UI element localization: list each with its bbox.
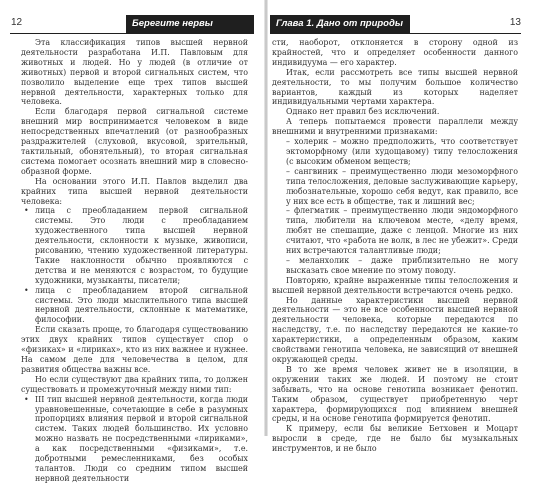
bullet-text: лица с преобладанием второй сигнальной системы. Это люди мыслительного типа высшей нервной деятельности, склонные к математике, философии. <box>35 285 248 325</box>
bullet-marker: • <box>24 394 29 404</box>
bullet-marker: • <box>24 206 29 216</box>
paragraph: сти, наоборот, отклоняется в сторону одной из крайностей, что и определяет особенности данного индивидуума — его характер. <box>272 38 518 67</box>
paragraph: Итак, если рассмотреть все типы высшей нервной деятельности, то мы получим большое количество вариантов, каждый из которых наделяет индивидуальными чертами характера. <box>272 67 518 107</box>
paragraph: Если благодаря первой сигнальной системе внешний мир воспринимается человеком в виде непосредственных впечатлений (от разнообразных раздражителей (слуховой, вкусовой, зрительный, тактильный, обонятельный), то вторая сигнальная система помогает осознать внешний мир в словесно-образной форме. <box>21 107 248 176</box>
paragraph: Но данные характеристики высшей нервной деятельности — это не все особенности высшей нервной деятельности человека, которые передаются по наследству, т.е. по наследству передаются не какие-то характеристики, а определенным образом, каким свойствами генотипа человека, не зависящий от внешней окружающей среды. <box>272 295 518 364</box>
header-rule <box>10 33 254 34</box>
page-number: 13 <box>509 17 521 28</box>
paragraph: В то же время человек живет не в изоляции, в окружении таких же людей. И поэтому не стоит забывать, что на основе генотипа возникает фенотип. Таким образом, существует приобретенную черт характера, формирующихся под влиянием внешней среды, и на основе генотипа формируется фенотип. <box>272 364 518 424</box>
bullet-text: III тип высшей нервной деятельности, когда люди уравновешенные, сочетающие в себе в разумных пропорциях влияния первой и второй сигнальной систем. Таких людей большинство. Их условно можно назвать не посредственными «лириками», а как посредственными «физиками», т.е. добротными ремесленниками, без особых талантов. Люди со средним типом высшей нервной деятельности <box>35 394 248 483</box>
running-head: Глава 1. Дано от природы <box>270 15 410 33</box>
body-text <box>21 38 248 484</box>
body-text <box>272 38 518 454</box>
left-page <box>0 0 266 483</box>
bullet-text: лица с преобладанием первой сигнальной системы. Это люди с преобладанием художественного типа высшей нервной деятельности, склонности к музыке, живописи, рисованию, чтению художественной литературы. Такие наклонности обычно проявляются с детства и не меняются с возрастом, то будущие художники, музыканты, писатели; <box>35 206 248 285</box>
paragraph: Повторяю, крайне выраженные типы телосложения и высшей нервной деятельности встречаются очень редко. <box>272 275 518 295</box>
bullet-item <box>21 206 248 285</box>
paragraph: На основании этого И.П. Павлов выделил два крайних типа высшей нервной деятельности человека: <box>21 176 248 206</box>
paragraph: Если сказать проще, то благодаря существованию этих двух крайних типов существует спор о «физиках» и «лириках», кто из них важнее и нужнее. На самом деле для человечества в целом, для развития общества важны все. <box>21 325 248 374</box>
page-number: 12 <box>11 17 23 28</box>
right-page <box>267 0 533 454</box>
list-item: – флегматик – преимущественно люди эндоморфного типа, любители на ключевом месте, «делу время, любят не спешащие, даже с ленцой. Многие из них считают, что «работа не волк, в лес не убежит». Среди них встречаются талантливые люди; <box>286 206 518 256</box>
paragraph: Но если существуют два крайних типа, то должен существовать и промежуточный между ними тип: <box>21 374 248 394</box>
bullet-item <box>21 395 248 484</box>
bullet-marker: • <box>24 285 29 295</box>
running-head: Берегите нервы <box>126 15 254 33</box>
bullet-item <box>21 286 248 326</box>
list-item: – меланхолик – даже приблизительно не могу высказать свое мнение по этому поводу. <box>286 255 518 275</box>
list-item: – холерик – можно предположить, что соответствует эктоморфному (или худощавому) типу телосложения (с высоким обменом веществ; <box>286 137 518 166</box>
paragraph: А теперь попытаемся провести параллели между внешними и внутренними признаками: <box>272 117 518 137</box>
paragraph: К примеру, если бы великие Бетховен и Моцарт выросли в среде, где не было бы музыкальных инструментов, и не было <box>272 424 518 454</box>
paragraph: Однако нет правил без исключений. <box>286 107 440 117</box>
list-item: – сангвиник – преимущественно люди мезоморфного типа телосложения, деловые заслуживающие карьеру, любознательные, хорошо себя ведут, как правило, все у них все есть в обществе, так и лишний вес; <box>286 166 518 206</box>
paragraph: Эта классификация типов высшей нервной деятельности разработана И.П. Павловым для животных и людей. Но у людей (в отличие от животных) первой и второй сигнальных систем, что позволило выделение еще трех типов высшей нервной деятельности, характерных только для человека. <box>21 38 248 107</box>
header-rule <box>270 33 521 34</box>
